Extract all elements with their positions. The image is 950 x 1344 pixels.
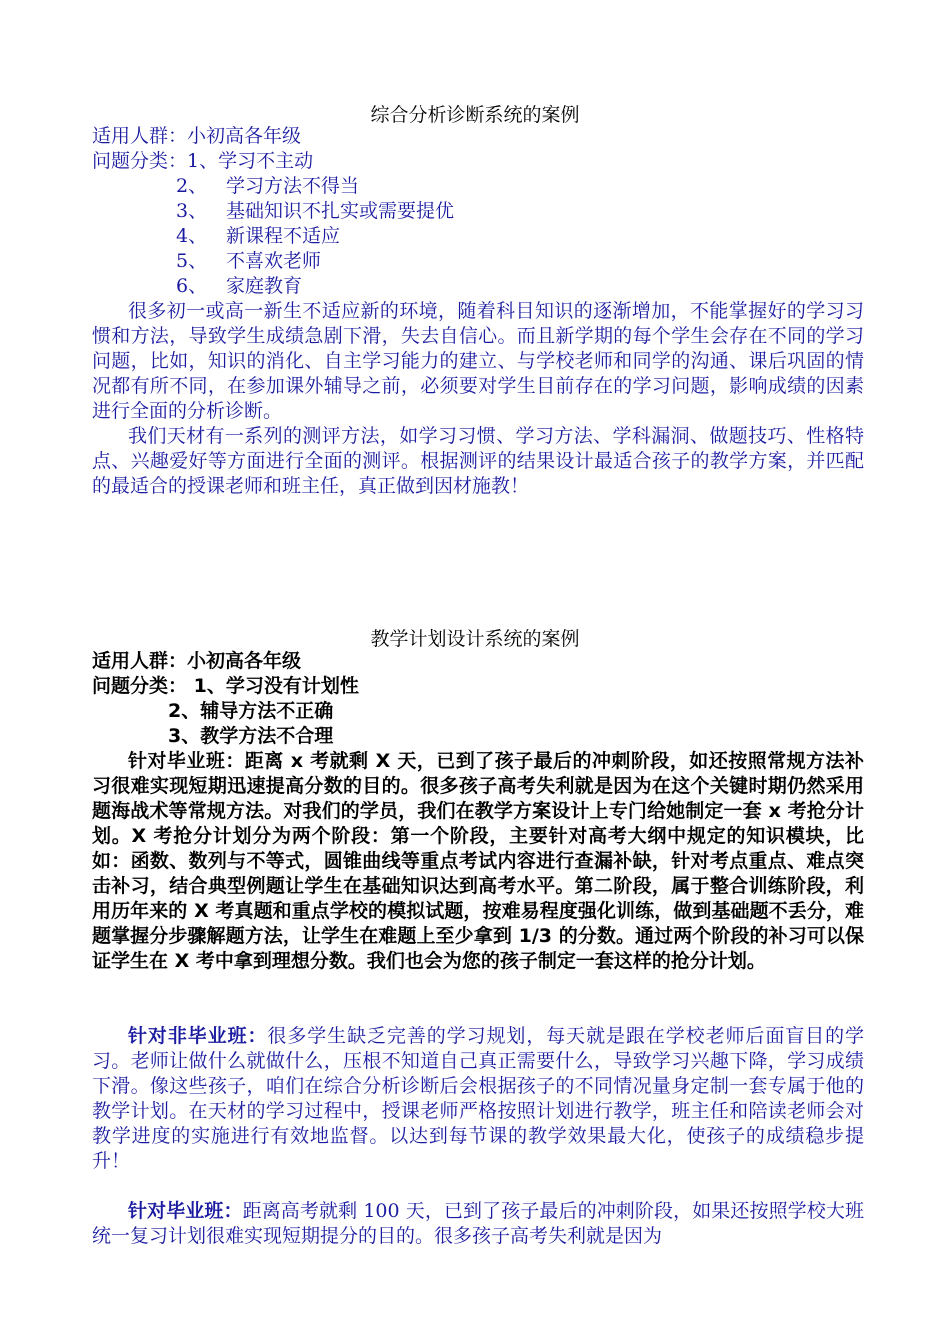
paragraph-lead: 针对毕业班： bbox=[128, 1200, 243, 1222]
paragraph-body: 很多学生缺乏完善的学习规划，每天就是跟在学校老师后面盲目的学习。老师让做什么就做什么，压根不知道自己真正需要什么，导致学习兴趣下降，学习成绩下滑。像这些孩子，咱们在综合分析诊断后会根据孩子的不同情况量身定制一套专属于他的教学计划。在天材的学习过程中，授课老师严格按照计划进行教学，班主任和陪读老师会对教学进度的实施进行有效地监督。以达到每节课的教学效果最大化，使孩子的成绩稳步提升！ bbox=[92, 1025, 864, 1172]
section2-category: 问题分类： 1、学习没有计划性 bbox=[92, 675, 359, 697]
section2-paragraph: 针对毕业班：距离 x 考就剩 X 天，已到了孩子最后的冲刺阶段，如还按照常规方法补习很难实现短期迅速提高分数的目的。很多孩子高考失利就是因为在这个关键时期仍然采用题海战术等常规方法。对我们的学员，我们在教学方案设计上专门给她制定一套 x 考抢分计划。X 考抢分计划分为两个阶段：第一个阶段，主要针对高考大纲中规定的知识模块，比如：函数、数列与不等式，圆锥曲线等重点考试内容进行查漏补缺，针对考点重点、难点突击补习，结合典型例题让学生在基础知识达到高考水平。第二阶段，属于整合训练阶段，利用历年来的 X 考真题和重点学校的模拟试题，按难易程度强化训练，做到基础题不丢分，难题掌握分步骤解题方法，让学生在难题上至少拿到 1/3 的分数。通过两个阶段的补习可以保证学生在 X 考中拿到理想分数。我们也会为您的孩子制定一套这样的抢分计划。 bbox=[92, 750, 864, 972]
section1-audience: 适用人群：小初高各年级 bbox=[92, 125, 302, 147]
section1-item-num: 6、 bbox=[176, 275, 208, 297]
section2-paragraph bbox=[92, 1199, 864, 1249]
paragraph-body: 距离高考就剩 100 天，已到了孩子最后的冲刺阶段，如果还按照学校大班统一复习计划很难实现短期提分的目的。很多孩子高考失利就是因为 bbox=[92, 1200, 864, 1247]
section1-item-text: 基础知识不扎实或需要提优 bbox=[226, 200, 455, 222]
section1-item-text: 不喜欢老师 bbox=[226, 250, 322, 272]
section1-item-num: 5、 bbox=[176, 250, 208, 272]
section1-paragraph: 我们天材有一系列的测评方法，如学习习惯、学习方法、学科漏洞、做题技巧、性格特点、兴趣爱好等方面进行全面的测评。根据测评的结果设计最适合孩子的教学方案，并匹配的最适合的授课老师和班主任，真正做到因材施教！ bbox=[92, 425, 864, 497]
section1-item-text: 新课程不适应 bbox=[226, 225, 341, 247]
section2-audience: 适用人群：小初高各年级 bbox=[92, 650, 302, 672]
section1-item-text: 学习方法不得当 bbox=[226, 175, 360, 197]
section1-item-num: 2、 bbox=[176, 175, 208, 197]
section2-paragraph bbox=[92, 1024, 864, 1174]
section1-paragraph: 很多初一或高一新生不适应新的环境，随着科目知识的逐渐增加，不能掌握好的学习习惯和方法，导致学生成绩急剧下滑，失去自信心。而且新学期的每个学生会存在不同的学习问题，比如，知识的消化、自主学习能力的建立、与学校老师和同学的沟通、课后巩固的情况都有所不同，在参加课外辅导之前，必须要对学生目前存在的学习问题，影响成绩的因素进行全面的分析诊断。 bbox=[92, 300, 864, 422]
section1-item-num: 3、 bbox=[176, 200, 208, 222]
section2-item: 3、教学方法不合理 bbox=[168, 725, 334, 747]
section2-title: 教学计划设计系统的案例 bbox=[370, 628, 580, 650]
section1-title: 综合分析诊断系统的案例 bbox=[370, 104, 580, 126]
section1-item-num: 4、 bbox=[176, 225, 208, 247]
paragraph-lead: 针对非毕业班： bbox=[128, 1025, 268, 1047]
section1-item-text: 家庭教育 bbox=[226, 275, 303, 297]
section2-item: 2、辅导方法不正确 bbox=[168, 700, 334, 722]
section1-category: 问题分类：1、学习不主动 bbox=[92, 150, 314, 172]
